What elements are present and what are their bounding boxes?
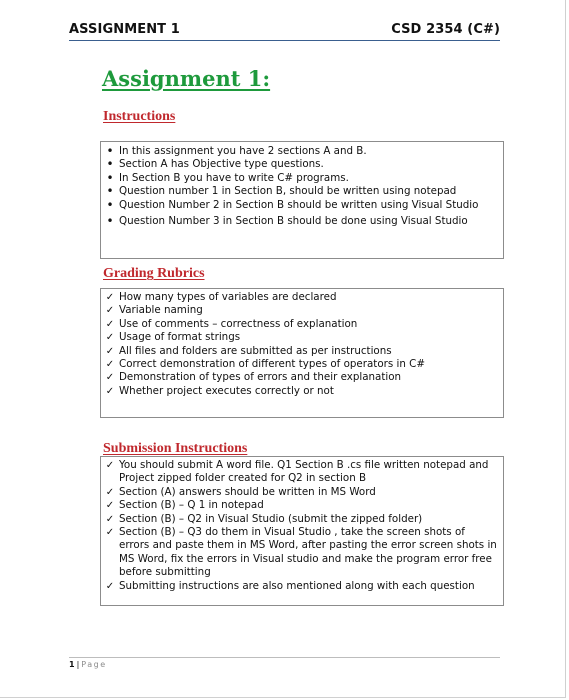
grading-rubrics-heading: Grading Rubrics [103, 266, 205, 281]
list-item [101, 526, 503, 580]
checkmark-icon: ✓ [105, 292, 115, 303]
page-title: Assignment 1: [102, 66, 271, 91]
list-item [101, 158, 503, 171]
checkmark-icon: ✓ [105, 318, 115, 330]
submission-instructions-list [101, 459, 503, 593]
list-item-text: Correct demonstration of different types of operators in C# [119, 358, 425, 371]
list-item-text: Variable naming [119, 304, 203, 317]
list-item-text: All files and folders are submitted as per instructions [119, 344, 392, 357]
list-item [101, 499, 503, 512]
list-item [101, 358, 503, 371]
page-label: Page [81, 660, 107, 669]
checkmark-icon: ✓ [105, 345, 115, 357]
list-item [101, 331, 503, 344]
list-item [101, 291, 503, 304]
bullet-icon: • [106, 184, 114, 199]
list-item-text: Question Number 3 in Section B should be done using Visual Studio [119, 215, 468, 228]
bullet-icon: • [106, 170, 114, 185]
list-item [101, 580, 503, 593]
instructions-heading: Instructions [103, 109, 176, 124]
checkmark-icon: ✓ [105, 305, 115, 317]
bullet-icon: • [106, 144, 114, 158]
bullet-icon: • [106, 214, 114, 229]
checkmark-icon: ✓ [105, 527, 115, 539]
list-item [101, 371, 503, 384]
list-item [101, 199, 503, 212]
header-course-code: CSD 2354 (C#) [391, 22, 500, 37]
list-item [101, 185, 503, 198]
submission-instructions-heading: Submission Instructions [103, 441, 248, 456]
list-item-text: Usage of format strings [119, 331, 241, 344]
list-item-text: In this assignment you have 2 sections A and B. [119, 145, 367, 157]
checkmark-icon: ✓ [105, 580, 115, 592]
list-item-text: Question number 1 in Section B, should be written using notepad [119, 185, 457, 198]
list-item-text: Use of comments – correctness of explanation [119, 317, 358, 330]
list-item [101, 345, 503, 358]
grading-rubrics-box [100, 288, 504, 418]
list-item-text: Demonstration of types of errors and their explanation [119, 371, 402, 384]
grading-rubrics-list [101, 291, 503, 398]
list-item-text: You should submit A word file. Q1 Section B .cs file written notepad and Project zipped folder created for Q2 in section B [119, 459, 489, 485]
instructions-box [100, 141, 504, 259]
list-item [101, 486, 503, 499]
list-item [101, 304, 503, 317]
checkmark-icon: ✓ [105, 500, 115, 512]
list-item [101, 513, 503, 526]
list-item [101, 459, 503, 486]
list-item-text: Section (A) answers should be written in MS Word [119, 485, 376, 498]
checkmark-icon: ✓ [105, 372, 115, 384]
list-item [101, 318, 503, 331]
bullet-icon: • [106, 157, 114, 172]
list-item-text: Section A has Objective type questions. [119, 158, 324, 171]
list-item [101, 172, 503, 185]
page-header [69, 20, 500, 41]
list-item-text: Section (B) – Q2 in Visual Studio (submit the zipped folder) [119, 512, 423, 525]
list-item-text: Question Number 2 in Section B should be written using Visual Studio [119, 198, 479, 211]
checkmark-icon: ✓ [105, 486, 115, 498]
checkmark-icon: ✓ [105, 359, 115, 371]
list-item [101, 385, 503, 398]
header-assignment-label: ASSIGNMENT 1 [69, 22, 180, 37]
bullet-icon: • [106, 197, 114, 212]
list-item [101, 215, 503, 228]
list-item-text: In Section B you have to write C# programs. [119, 171, 349, 184]
submission-instructions-box [100, 456, 504, 606]
list-item-text: Section (B) – Q3 do them in Visual Studio , take the screen shots of errors and paste them in MS Word, after pasting the error screen shots in MS Word, fix the errors in Visual studio and make the program error free before submitting [119, 526, 497, 579]
list-item [101, 145, 503, 158]
checkmark-icon: ✓ [105, 513, 115, 525]
checkmark-icon: ✓ [105, 385, 115, 397]
list-item-text: Whether project executes correctly or not [119, 384, 334, 397]
page-footer [69, 657, 500, 673]
instructions-list [101, 145, 503, 228]
checkmark-icon: ✓ [105, 460, 115, 471]
page-number: 1 [69, 660, 75, 669]
list-item-text: How many types of variables are declared [119, 291, 337, 303]
checkmark-icon: ✓ [105, 332, 115, 344]
list-item-text: Submitting instructions are also mentioned along with each question [119, 579, 475, 592]
page-separator: | [76, 660, 80, 669]
list-item-text: Section (B) – Q 1 in notepad [119, 499, 264, 512]
